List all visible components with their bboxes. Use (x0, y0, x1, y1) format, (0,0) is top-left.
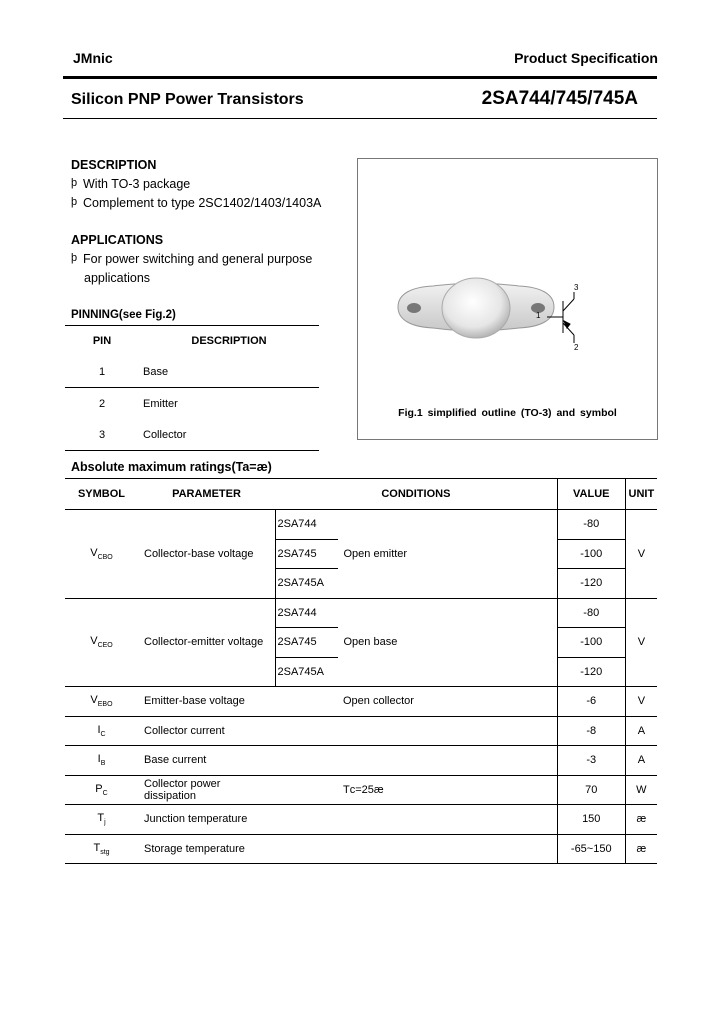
symbol-cell: $V_{CBO}$ (65, 510, 138, 599)
symbol-cell: $V_{EBO}$ (65, 687, 138, 717)
unit-cell: A (625, 716, 657, 746)
pin-description: Base (139, 356, 319, 388)
type-cell: 2SA745A (275, 657, 338, 687)
header-rule-bottom (63, 118, 657, 119)
conditions-cell (275, 746, 557, 776)
conditions-cell: Open collector (275, 687, 557, 717)
type-cell: 2SA745A (275, 569, 338, 599)
unit-cell: æ (625, 834, 657, 864)
pin-label-2: 2 (574, 343, 579, 352)
pin-col-header: PIN (65, 326, 139, 357)
parameter-cell: Collector power dissipation (138, 775, 275, 805)
value-col-header: VALUE (557, 479, 625, 510)
symbol-cell: $I_C$ (65, 716, 138, 746)
header-rule-top (63, 76, 657, 79)
pinning-heading: PINNING(see Fig.2) (71, 309, 176, 321)
parameter-col-header: PARAMETER (138, 479, 275, 510)
parameter-cell: Base current (138, 746, 275, 776)
pin-number: 3 (65, 419, 139, 451)
type-cell: 2SA744 (275, 510, 338, 540)
unit-cell: V (625, 598, 657, 687)
unit-cell: æ (625, 805, 657, 835)
conditions-cell: Open base (343, 636, 398, 649)
conditions-col-header: CONDITIONS (275, 479, 557, 510)
conditions-cell: Open emitter (338, 510, 558, 599)
applications-text-cont: applications (84, 271, 151, 285)
pin-number: 2 (98, 397, 106, 410)
value-cell: -100 (557, 539, 625, 569)
description-item (71, 177, 190, 191)
value-cell: -120 (557, 569, 625, 599)
table-row (65, 687, 657, 717)
figure-box (357, 158, 658, 440)
conditions-cell (275, 805, 557, 835)
parameter-cell: Collector-emitter voltage (144, 636, 264, 649)
figure-caption: Fig.1 simplified outline (TO-3) and symbol (398, 407, 617, 419)
pin-description: Collector (139, 419, 319, 451)
applications-item (71, 252, 312, 266)
type-cell: 2SA745 (275, 628, 338, 658)
table-row (65, 356, 319, 388)
symbol-cell: $T_{stg}$ (65, 834, 138, 864)
table-row (65, 746, 657, 776)
pin-description: Emitter (143, 397, 178, 410)
spec-label: Product Specification (514, 50, 658, 66)
symbol-col-header: SYMBOL (65, 479, 138, 510)
description-text: Complement to type 2SC1402/1403/1403A (83, 196, 322, 210)
value-cell: 70 (557, 775, 625, 805)
symbol-cell: $I_B$ (65, 746, 138, 776)
unit-cell: V (625, 510, 657, 599)
part-number: 2SA744/745/745A (481, 88, 638, 109)
type-cell: 2SA744 (275, 598, 338, 628)
parameter-cell: Emitter-base voltage (138, 687, 275, 717)
table-header-row (65, 479, 657, 510)
pin-label-1: 1 (536, 311, 541, 320)
bullet-icon: þ (71, 177, 78, 189)
value-cell: -8 (557, 716, 625, 746)
parameter-cell: Junction temperature (138, 805, 275, 835)
value-cell: 150 (557, 805, 625, 835)
parameter-cell: Collector-base voltage (138, 510, 275, 599)
parameter-cell: Collector current (138, 716, 275, 746)
table-row (65, 510, 657, 540)
value-cell: -120 (557, 657, 625, 687)
unit-cell: W (625, 775, 657, 805)
conditions-cell: Tᴄ=25æ (275, 775, 557, 805)
desc-col-header: DESCRIPTION (139, 326, 319, 357)
table-row (65, 775, 657, 805)
applications-text: For power switching and general purpose (83, 252, 313, 266)
pinning-table (65, 325, 319, 451)
table-row (65, 716, 657, 746)
parameter-cell: Storage temperature (138, 834, 275, 864)
unit-cell: A (625, 746, 657, 776)
value-cell: -6 (557, 687, 625, 717)
ratings-table (65, 478, 657, 864)
table-row (65, 834, 657, 864)
description-text: With TO-3 package (83, 177, 191, 191)
applications-heading: APPLICATIONS (71, 233, 164, 247)
bullet-icon: þ (71, 196, 78, 208)
symbol-cell: $P_C$ (65, 775, 138, 805)
pin-number: 1 (65, 356, 139, 388)
value-cell: -80 (557, 510, 625, 540)
table-row (65, 598, 657, 628)
unit-col-header: UNIT (625, 479, 657, 510)
document-title: Silicon PNP Power Transistors (71, 91, 304, 108)
description-heading: DESCRIPTION (71, 158, 157, 172)
table-row (65, 388, 319, 420)
value-cell: -65~150 (557, 834, 625, 864)
unit-cell: V (625, 687, 657, 717)
symbol-cell: $V_{CEO}$ (90, 635, 113, 650)
description-item (71, 196, 321, 210)
table-row (65, 419, 319, 451)
value-cell: -3 (557, 746, 625, 776)
ratings-heading: Absolute maximum ratings(Ta=æ) (71, 460, 272, 474)
table-row (65, 805, 657, 835)
symbol-cell: $T_j$ (65, 805, 138, 835)
value-cell: -100 (557, 628, 625, 658)
conditions-cell (275, 716, 557, 746)
type-cell: 2SA745 (275, 539, 338, 569)
brand-name: JMnic (73, 50, 113, 66)
conditions-cell (275, 834, 557, 864)
pin-label-3: 3 (574, 283, 579, 292)
to3-package-image (358, 159, 657, 439)
bullet-icon: þ (71, 252, 78, 264)
value-cell: -80 (557, 598, 625, 628)
